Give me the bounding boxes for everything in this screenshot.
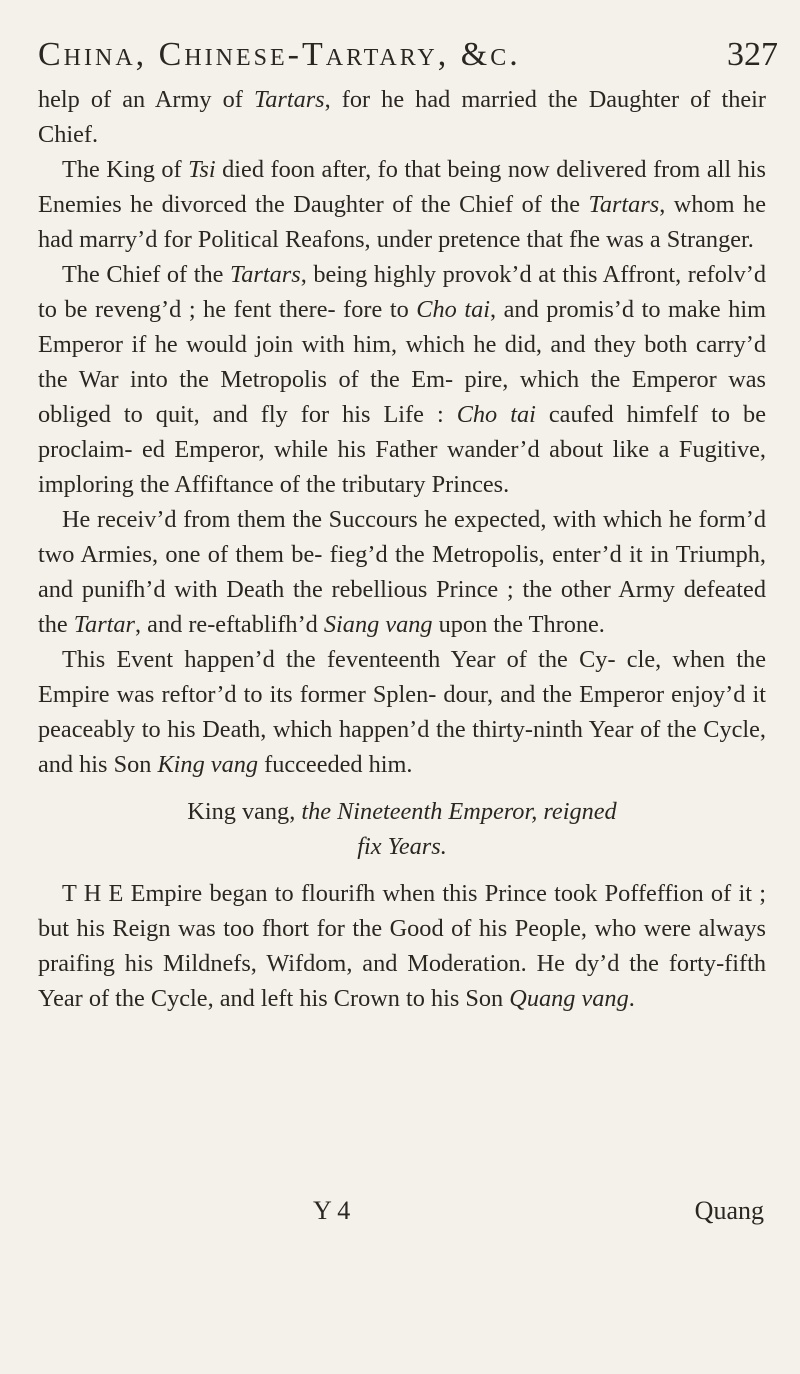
paragraph xyxy=(38,82,766,152)
text-run: The King of xyxy=(62,156,189,183)
text-run: fucceeded him. xyxy=(258,751,413,778)
text-run: help of an Army of xyxy=(38,86,254,113)
italic-text: Siang vang xyxy=(323,611,433,638)
section-heading-italic: the Nineteenth Emperor, reigned xyxy=(301,798,617,825)
text-run: , and promis’d to make him Emperor if he would join with him, which he did, and they both carry’d the War into the Metropolis of the Em- pire, which the Emperor was obliged to quit, and fly for his Life : xyxy=(38,296,766,428)
text-run: , being highly provok’d at this Affront, refolv’d to be reveng’d ; he fent there- fore to xyxy=(38,261,766,323)
text-run: caufed himfelf to be proclaim- ed Emperor, while his Father wander’d about like a Fugitive, imploring the Affiftance of the tributary Princes. xyxy=(38,401,766,498)
italic-text: Cho tai xyxy=(456,401,536,428)
text-run: , whom he had marry’d for Political Reafons, under pretence that fhe was a Stranger. xyxy=(38,191,766,253)
section-heading-roman: King vang, xyxy=(187,798,302,825)
page-footer xyxy=(38,1196,778,1236)
catchword: Quang xyxy=(694,1196,764,1225)
section-heading-line2: fix Years. xyxy=(357,833,447,860)
text-run: , for he had married the Daughter of their Chief. xyxy=(38,86,766,148)
text-run: , and re-eftablifh’d xyxy=(135,611,324,638)
page-number: 327 xyxy=(727,36,778,73)
italic-text: Quang vang xyxy=(509,985,629,1012)
italic-text: King vang xyxy=(157,751,259,778)
text-run: This Event happen’d the feventeenth Year of the Cy- cle, when the Empire was reftor’d to its former Splen- dour, and the Emperor enjoy’d it peaceably to his Death, which happen’d the thirty-ninth Year of the Cycle, and his Son xyxy=(38,646,766,778)
paragraph xyxy=(38,502,766,642)
paragraph xyxy=(38,642,766,782)
text-run: upon the Throne. xyxy=(432,611,605,638)
text-run: . xyxy=(628,985,635,1012)
paragraph xyxy=(38,152,766,257)
running-head: China, Chinese-Tartary, &c. xyxy=(38,36,521,73)
section-heading xyxy=(38,794,766,864)
italic-text: Tsi xyxy=(188,156,216,183)
signature-mark: Y 4 xyxy=(313,1196,351,1225)
italic-text: Tartars xyxy=(229,261,301,288)
body-text xyxy=(38,82,766,1016)
final-paragraph xyxy=(38,876,766,1016)
text-run: The Chief of the xyxy=(62,261,230,288)
italic-text: Tartars xyxy=(253,86,325,113)
text-run: T H E Empire began to flourifh when this Prince took Poffeffion of it ; but his Reign was too fhort for the Good of his People, who were always praifing his Mildnefs, Wifdom, and Moderation. He dy’d the forty-fifth Year of the Cycle, and left his Crown to his Son xyxy=(38,880,766,1012)
italic-text: Tartar xyxy=(73,611,136,638)
paragraph xyxy=(38,257,766,502)
italic-text: Tartars xyxy=(588,191,660,218)
page-header xyxy=(38,32,778,82)
italic-text: Cho tai xyxy=(416,296,491,323)
text-run: He receiv’d from them the Succours he expected, with which he form’d two Armies, one of them be- fieg’d the Metropolis, enter’d it in Triumph, and punifh’d with Death the rebellious Prince ; the other Army defeated the xyxy=(38,506,766,638)
text-run: died foon after, fo that being now delivered from all his Enemies he divorced the Daughter of the Chief of the xyxy=(38,156,766,218)
